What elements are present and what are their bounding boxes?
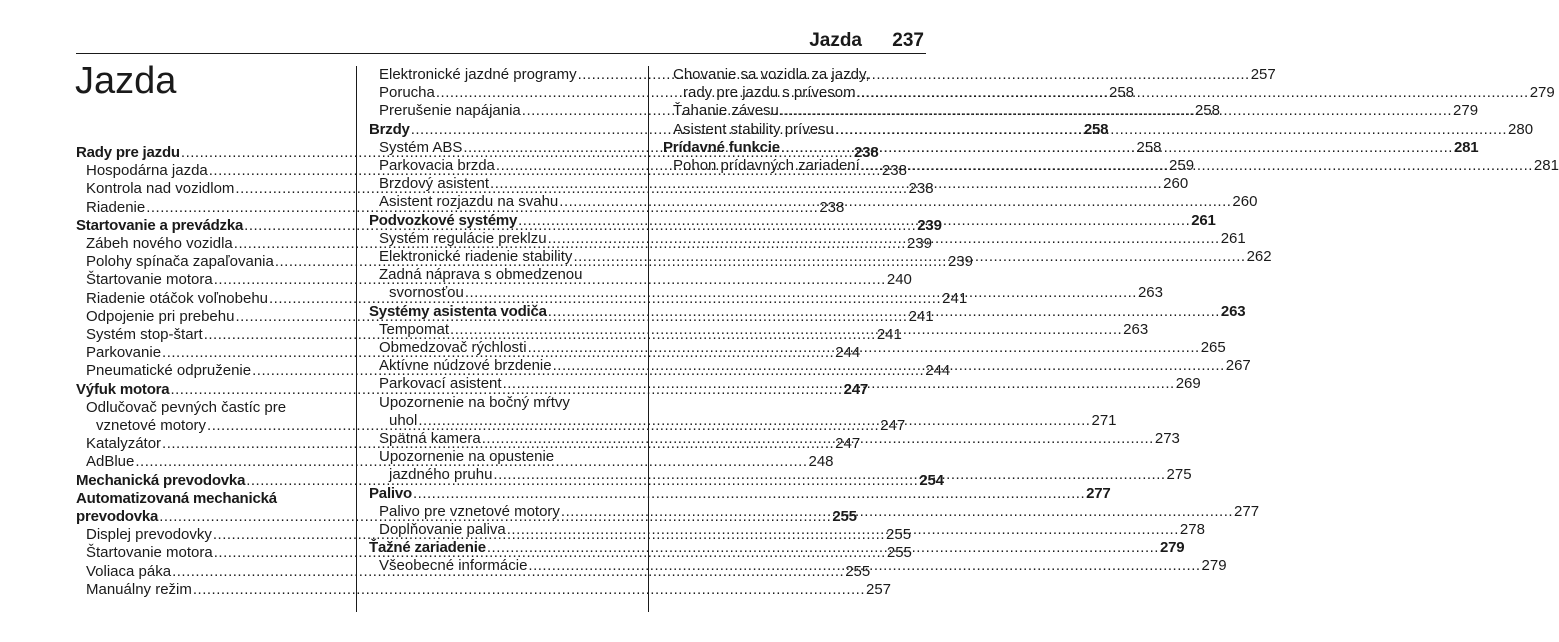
toc-entry-title: Štartovanie motora (86, 271, 213, 289)
toc-entry-title: Spätná kamera (379, 430, 481, 448)
toc-page-number: 248 (808, 453, 834, 471)
toc-entry-title-line: Upozornenie na bočný mŕtvy (379, 393, 570, 411)
toc-entry-title: Obmedzovač rýchlosti (379, 339, 527, 357)
toc-entry-title: Parkovacia brzda (379, 157, 495, 175)
toc-entry-title: Parkovanie (86, 344, 162, 362)
toc-entry-title: prevodovka (76, 508, 159, 526)
toc-entry-title-line: Zadná náprava s obmedzenou (379, 266, 583, 284)
dot-leader (573, 248, 1245, 266)
toc-page-number: 271 (1091, 411, 1117, 429)
toc-page-number: 238 (881, 162, 907, 180)
toc-page-number: 241 (908, 307, 934, 325)
toc-page-number: 257 (866, 580, 892, 598)
toc-page-number: 258 (1109, 84, 1135, 102)
toc-page-number: 241 (942, 289, 968, 307)
dot-leader (193, 581, 865, 599)
toc-entry-title: Asistent stability prívesu (673, 120, 834, 138)
dot-leader (528, 339, 1200, 357)
page-number: 237 (892, 30, 924, 51)
dot-leader (861, 157, 1533, 175)
toc-entry-title: Polohy spínača zapaľovania (86, 253, 274, 271)
toc-entry-title: Palivo (369, 484, 412, 502)
toc-entry-title: Voliaca páka (86, 562, 172, 580)
toc-page-number: 277 (1234, 502, 1260, 520)
toc-page-number: 267 (1225, 357, 1251, 375)
toc-page-number: 260 (1163, 175, 1189, 193)
dot-leader (518, 212, 1190, 230)
toc-entry-title: Podvozkové systémy (369, 211, 518, 229)
dot-leader (857, 84, 1529, 102)
toc-entry-title: uhol (389, 411, 418, 429)
toc-entry-title: Startovanie a prevádzka (76, 216, 244, 234)
toc-entry-title: Elektronické jazdné programy (379, 66, 577, 83)
toc-entry-title: Prerušenie napájania (379, 102, 521, 120)
toc-page-number: 258 (1083, 120, 1109, 138)
dot-leader (418, 412, 1090, 430)
dot-leader (548, 303, 1220, 321)
dot-leader (835, 121, 1507, 139)
toc-entry-title: Rady pre jazdu (76, 144, 180, 161)
toc-page-number: 275 (1166, 466, 1192, 484)
toc-entry-title-line: Odlučovač pevných častíc pre (86, 398, 287, 416)
toc-page-number: 238 (908, 180, 934, 198)
toc-entry-title: Katalyzátor (86, 435, 162, 453)
toc-entry-title: svornosťou (389, 284, 464, 302)
toc-page-number: 263 (1220, 302, 1246, 320)
toc-entry-title: Riadenie otáčok voľnobehu (86, 289, 269, 307)
dot-leader (487, 539, 1159, 557)
toc-entry-title: Ťahanie závesu (673, 102, 779, 120)
toc-page-number: 247 (843, 380, 869, 398)
toc-page-number: 262 (1246, 248, 1272, 266)
toc-entry-title: AdBlue (86, 453, 135, 471)
toc-entry-title: Elektronické riadenie stability (379, 248, 573, 266)
toc-page-number: 280 (1508, 120, 1534, 138)
toc-page-number: 239 (947, 253, 973, 271)
toc-entry-title: Manuálny režim (86, 580, 192, 598)
toc-page-number: 257 (1250, 66, 1276, 83)
toc-entry-title: Systém regulácie preklzu (379, 229, 547, 247)
chapter-title: Jazda (75, 60, 177, 102)
toc-page-number: 281 (1453, 138, 1479, 156)
toc-page-number: 247 (835, 435, 861, 453)
toc-page-number: 258 (1194, 102, 1220, 120)
toc-page-number: 240 (886, 271, 912, 289)
toc-page-number: 259 (1169, 157, 1195, 175)
toc-page-number: 278 (1179, 521, 1205, 539)
toc-entry-title: Hospodárna jazda (86, 162, 208, 180)
toc-entry-title: Parkovací asistent (379, 375, 502, 393)
toc-page-number: 260 (1232, 193, 1258, 211)
toc-entry-title: Brzdy (369, 120, 410, 138)
toc-page-number: 255 (886, 526, 912, 544)
toc-entry-title: Prídavné funkcie (663, 138, 780, 156)
dot-leader (561, 503, 1233, 521)
toc-entry-title: Odpojenie pri prebehu (86, 307, 235, 325)
toc-entry-title: Tempomat (379, 320, 450, 338)
toc-page-number: 273 (1154, 430, 1180, 448)
toc-entry-title-line: Upozornenie na opustenie (379, 448, 555, 466)
toc-entry-title: Výfuk motora (76, 380, 170, 398)
toc-entry-title: Všeobecné informácie (379, 557, 528, 575)
toc-page-number: 255 (832, 508, 857, 526)
toc-entry-title: vznetové motory (96, 417, 207, 435)
toc-page-number: 255 (845, 562, 871, 580)
toc-entry-title: Brzdový asistent (379, 175, 490, 193)
toc-section-entry[interactable] (369, 484, 1111, 503)
toc-page-number: 279 (1453, 102, 1479, 120)
dot-leader (553, 357, 1225, 375)
toc-page-number: 279 (1529, 84, 1555, 102)
toc-page-number: 239 (906, 235, 932, 253)
dot-leader (507, 521, 1179, 539)
page-header (0, 0, 960, 60)
toc-entry-title: Systém ABS (379, 138, 463, 156)
toc-page-number: 238 (819, 198, 845, 216)
toc-entry-title: Riadenie (86, 198, 146, 216)
toc-entry-title: Mechanická prevodovka (76, 471, 246, 489)
toc-page-number: 263 (1123, 320, 1149, 338)
dot-leader (482, 430, 1154, 448)
toc-page-number: 255 (886, 544, 912, 562)
toc-page-number: 263 (1137, 284, 1163, 302)
dot-leader (413, 485, 1085, 503)
toc-page-number: 269 (1175, 375, 1201, 393)
toc-page-number: 238 (854, 144, 879, 161)
dot-leader (450, 321, 1122, 339)
toc-page-number: 247 (880, 417, 906, 435)
toc-page-number: 258 (1136, 138, 1162, 156)
dot-leader (503, 375, 1175, 393)
toc-entry-title: Systémy asistenta vodiča (369, 302, 547, 320)
toc-entry-title: Ťažné zariadenie (369, 539, 486, 557)
toc-entry-title-line: Chovanie sa vozidla za jazdy, (673, 66, 870, 83)
toc-page-number: 239 (917, 216, 942, 234)
toc-entry-title: Displej prevodovky (86, 526, 212, 544)
toc-entry-title: Systém stop-štart (86, 326, 203, 344)
toc-page-number: 261 (1191, 211, 1216, 229)
header-rule (76, 53, 926, 54)
dot-leader (493, 466, 1165, 484)
toc-page-number: 244 (835, 344, 861, 362)
toc-entry-title: Asistent rozjazdu na svahu (379, 193, 559, 211)
dot-leader (465, 284, 1137, 302)
toc-page-number: 277 (1086, 484, 1111, 502)
dot-leader (780, 102, 1452, 120)
toc-entry-title: Aktívne núdzové brzdenie (379, 357, 552, 375)
toc-entry-title: Palivo pre vznetové motory (379, 502, 560, 520)
toc-section-title-line: Automatizovaná mechanická (76, 489, 277, 507)
toc-page-number: 279 (1201, 557, 1227, 575)
dot-leader (559, 193, 1231, 211)
toc-entry-title: Štartovanie motora (86, 544, 213, 562)
toc-entry-title: rady pre jazdu s prívesom (683, 84, 856, 102)
running-header-title: Jazda (809, 30, 862, 51)
toc-entry[interactable] (76, 580, 892, 599)
dot-leader (528, 557, 1200, 575)
toc-page-number: 279 (1159, 539, 1185, 557)
toc-entry-title: Porucha (379, 84, 435, 102)
dot-leader (490, 175, 1162, 193)
toc-page-number: 281 (1533, 157, 1559, 175)
toc-entry-title: Pneumatické odpruženie (86, 362, 252, 380)
toc-entry-title: Doplňovanie paliva (379, 521, 506, 539)
toc-page-number: 254 (919, 471, 944, 489)
dot-leader (548, 230, 1220, 248)
toc-entry-title: jazdného pruhu (389, 466, 493, 484)
dot-leader (781, 139, 1453, 157)
toc-page-number: 244 (925, 362, 951, 380)
toc-entry-title: Pohon prídavných zariadení (673, 157, 860, 175)
toc-entry-title: Kontrola nad vozidlom (86, 180, 235, 198)
toc-page-number: 265 (1200, 339, 1226, 357)
toc-page-number: 261 (1220, 229, 1246, 247)
toc-entry-title: Zábeh nového vozidla (86, 235, 233, 253)
toc-page-number: 241 (876, 326, 902, 344)
